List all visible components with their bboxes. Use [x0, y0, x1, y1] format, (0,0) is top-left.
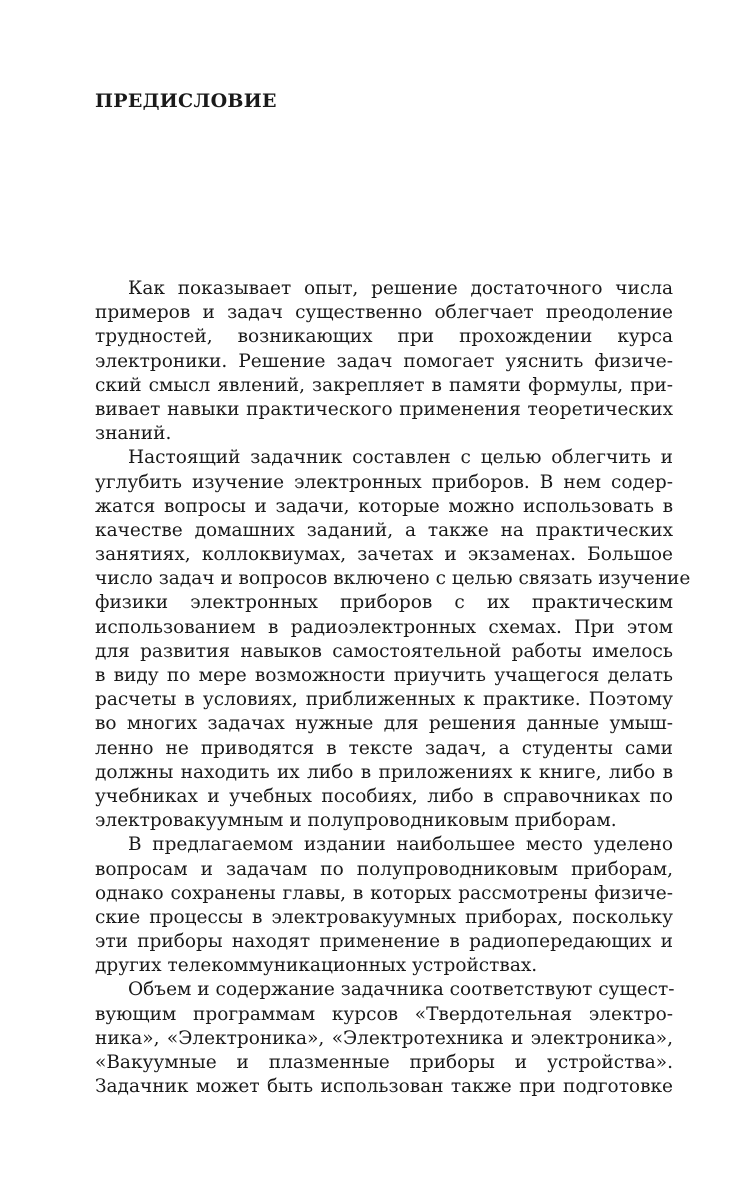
text-line: Задачник может быть использован также при подготовке — [95, 1076, 673, 1098]
text-line: расчеты в условиях, приближенных к практике. Поэтому — [95, 689, 673, 711]
text-line: использованием в радиоэлектронных схемах. При этом — [95, 616, 673, 638]
text-line: жатся вопросы и задачи, которые можно использовать в — [95, 495, 673, 517]
text-line: вивает навыки практического применения теоретических — [95, 398, 673, 420]
text-line: физики электронных приборов с их практическим — [95, 592, 673, 614]
text-line: Как показывает опыт, решение достаточного числа — [128, 278, 673, 299]
text-line: вопросам и задачам по полупроводниковым приборам, — [95, 858, 673, 880]
text-line: ские процессы в электровакуумных приборах, поскольку — [95, 906, 673, 928]
text-line: трудностей, возникающих при прохождении курса — [95, 326, 673, 348]
text-line: должны находить их либо в приложениях к книге, либо в — [95, 761, 673, 783]
text-line: «Вакуумные и плазменные приборы и устройства». — [95, 1052, 673, 1073]
text-line: примеров и задач существенно облегчает преодоление — [95, 302, 673, 324]
text-line: электроники. Решение задач помогает уяснить физиче- — [95, 350, 673, 372]
text-line: вующим программам курсов «Твердотельная электро- — [95, 1003, 673, 1025]
text-line: эти приборы находят применение в радиопередающих и — [95, 931, 673, 953]
text-line: учебниках и учебных пособиях, либо в справочниках по — [95, 785, 673, 807]
text-line: занятиях, коллоквиумах, зачетах и экзаменах. Большое — [95, 544, 673, 566]
text-line: углубить изучение электронных приборов. В нем содер- — [95, 471, 673, 493]
text-line: во многих задачах нужные для решения данные умыш- — [95, 713, 673, 735]
text-line: Объем и содержание задачника соответствуют сущест- — [128, 979, 675, 1001]
text-line: число задач и вопросов включено с целью связать изучение — [95, 568, 691, 590]
body-text — [95, 277, 691, 1099]
page-title: ПРЕДИСЛОВИЕ — [95, 90, 277, 112]
text-line: других телекоммуникационных устройствах. — [95, 955, 538, 977]
text-line: Настоящий задачник составлен с целью облегчить и — [128, 447, 673, 469]
text-line: ский смысл явлений, закрепляет в памяти формулы, при- — [95, 374, 673, 396]
text-line: однако сохранены главы, в которых рассмотрены физиче- — [95, 882, 673, 904]
text-line: В предлагаемом издании наибольшее место уделено — [128, 834, 673, 856]
text-line: в виду по мере возможности приучить учащегося делать — [95, 665, 673, 686]
text-line: ленно не приводятся в тексте задач, а студенты сами — [95, 737, 673, 759]
text-line: для развития навыков самостоятельной работы имелось — [95, 640, 673, 662]
text-line: знаний. — [95, 423, 172, 445]
text-line: качестве домашних заданий, а также на практических — [95, 519, 673, 541]
text-line: ника», «Электроника», «Электротехника и электроника», — [95, 1027, 673, 1049]
text-line: электровакуумным и полупроводниковым приборам. — [95, 810, 617, 832]
